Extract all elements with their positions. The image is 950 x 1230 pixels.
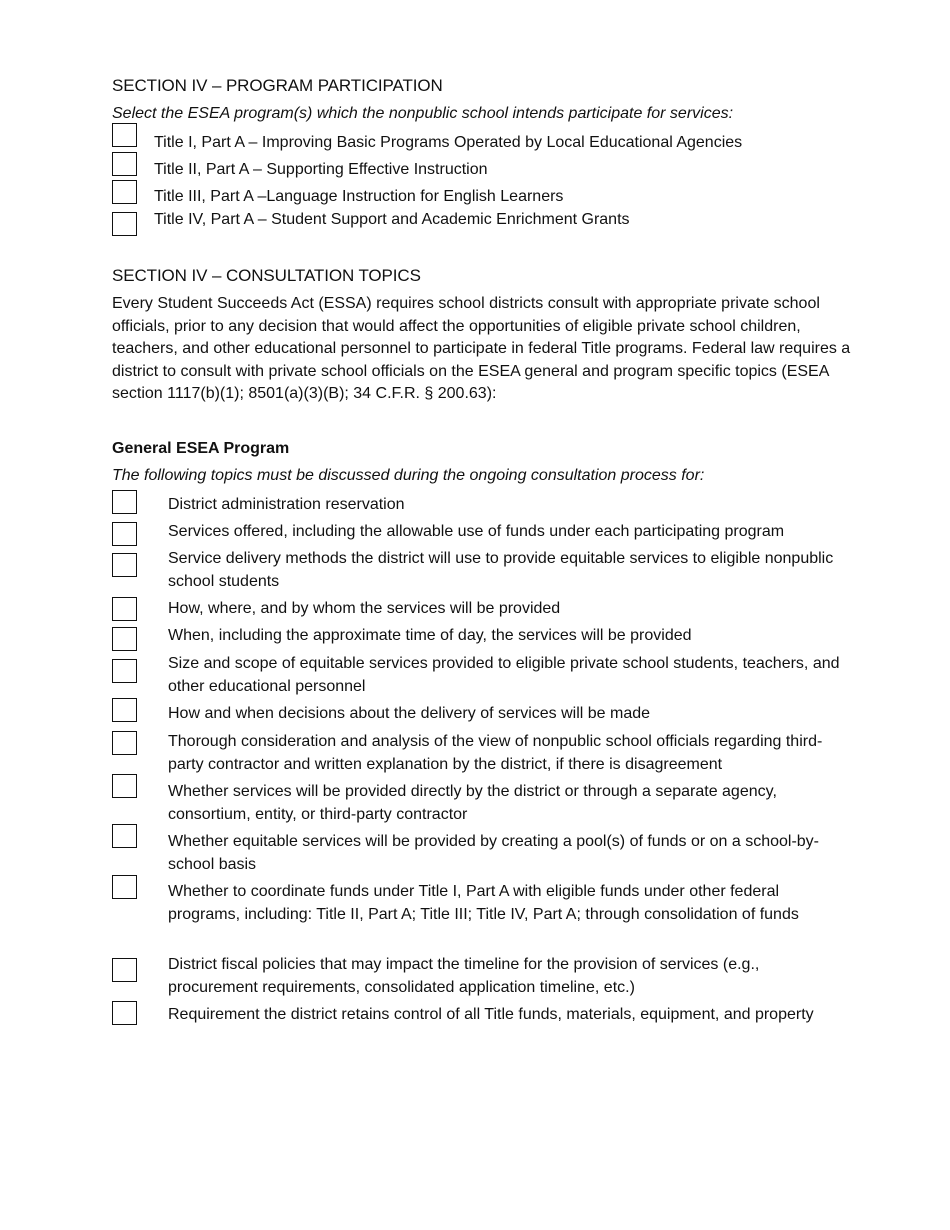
checkbox-topic-6[interactable] [112, 659, 137, 683]
checkbox-title-ii[interactable] [112, 152, 137, 176]
program-instruction: Select the ESEA program(s) which the nonpublic school intends participate for services: [112, 105, 734, 122]
checkbox-topic-8[interactable] [112, 731, 137, 755]
checkbox-topic-11[interactable] [112, 875, 137, 899]
topic-label-7: How and when decisions about the delivery of services will be made [168, 705, 651, 722]
topic-label-11: Whether to coordinate funds under Title I, Part A with eligible funds under other federal programs, including: Title II, Part A; Title III; Title IV, Part A; through consolidation of funds [168, 883, 799, 923]
topic-label-13: Requirement the district retains control of all Title funds, materials, equipment, and property [168, 1006, 814, 1023]
topic-label-3: Service delivery methods the district will use to provide equitable services to eligible nonpublic school students [168, 550, 834, 590]
section-heading-program-participation: SECTION IV – PROGRAM PARTICIPATION [112, 76, 443, 95]
checkbox-topic-12[interactable] [112, 958, 137, 982]
topic-label-12: District fiscal policies that may impact the timeline for the provision of services (e.g., procurement requirements, consolidated application timeline, etc.) [168, 956, 760, 996]
program-label-title-ii: Title II, Part A – Supporting Effective Instruction [154, 161, 488, 178]
general-esea-subheading: General ESEA Program [112, 440, 290, 457]
topic-label-5: When, including the approximate time of day, the services will be provided [168, 627, 692, 644]
topic-label-2: Services offered, including the allowable use of funds under each participating program [168, 523, 785, 540]
topic-label-10: Whether equitable services will be provided by creating a pool(s) of funds or on a school-by-school basis [168, 833, 819, 873]
checkbox-topic-1[interactable] [112, 490, 137, 514]
section-heading-consultation-topics: SECTION IV – CONSULTATION TOPICS [112, 266, 421, 285]
topic-label-6: Size and scope of equitable services provided to eligible private school students, teachers, and other educational personnel [168, 655, 840, 695]
topics-instruction: The following topics must be discussed during the ongoing consultation process for: [112, 467, 705, 484]
essa-paragraph: Every Student Succeeds Act (ESSA) requires school districts consult with appropriate private school officials, prior to any decision that would affect the opportunities of eligible private school children, teachers, and other educational personnel to participate in federal Title programs. Federal law requires a district to consult with private school officials on the ESEA general and program specific topics (ESEA section 1117(b)(1); 8501(a)(3)(B); 34 C.F.R. § 200.63): [112, 295, 851, 403]
checkbox-topic-2[interactable] [112, 522, 137, 546]
topic-label-1: District administration reservation [168, 496, 405, 513]
program-label-title-iii: Title III, Part A –Language Instruction for English Learners [154, 188, 564, 205]
checkbox-topic-5[interactable] [112, 627, 137, 651]
checkbox-topic-4[interactable] [112, 597, 137, 621]
checkbox-topic-13[interactable] [112, 1001, 137, 1025]
checkbox-title-iii[interactable] [112, 180, 137, 204]
checkbox-topic-9[interactable] [112, 774, 137, 798]
topic-label-9: Whether services will be provided directly by the district or through a separate agency, consortium, entity, or third-party contractor [168, 783, 777, 823]
checkbox-title-i[interactable] [112, 123, 137, 147]
checkbox-topic-10[interactable] [112, 824, 137, 848]
checkbox-topic-3[interactable] [112, 553, 137, 577]
checkbox-topic-7[interactable] [112, 698, 137, 722]
topic-label-8: Thorough consideration and analysis of the view of nonpublic school officials regarding third-party contractor and written explanation by the district, if there is disagreement [168, 733, 823, 773]
checkbox-title-iv[interactable] [112, 212, 137, 236]
program-label-title-iv: Title IV, Part A – Student Support and Academic Enrichment Grants [154, 211, 630, 228]
topic-label-4: How, where, and by whom the services will be provided [168, 600, 561, 617]
program-label-title-i: Title I, Part A – Improving Basic Programs Operated by Local Educational Agencies [154, 134, 743, 151]
